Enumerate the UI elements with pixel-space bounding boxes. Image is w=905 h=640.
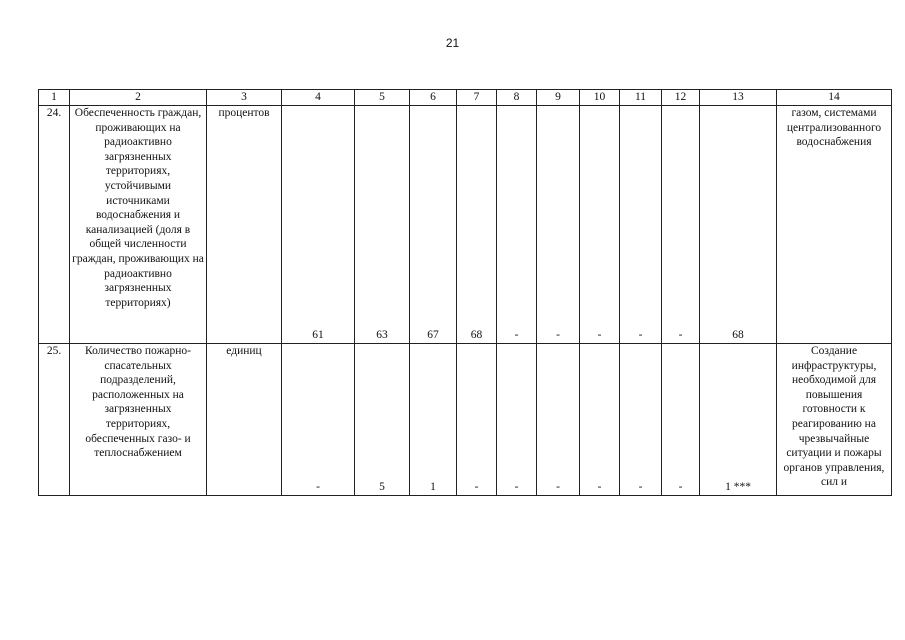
value-cell: 67 bbox=[410, 106, 457, 344]
header-cell: 11 bbox=[620, 90, 662, 106]
table-row bbox=[39, 344, 892, 496]
value-cell: 63 bbox=[355, 106, 410, 344]
table-row bbox=[39, 106, 892, 344]
value-cell: 5 bbox=[355, 344, 410, 496]
value-cell: - bbox=[497, 344, 537, 496]
header-cell: 2 bbox=[70, 90, 207, 106]
header-cell: 6 bbox=[410, 90, 457, 106]
header-cell: 7 bbox=[457, 90, 497, 106]
value-cell: 1 bbox=[410, 344, 457, 496]
header-cell: 10 bbox=[580, 90, 620, 106]
header-cell: 8 bbox=[497, 90, 537, 106]
value-cell: - bbox=[537, 106, 580, 344]
value-cell: - bbox=[620, 106, 662, 344]
value-cell: 68 bbox=[457, 106, 497, 344]
value-cell: - bbox=[662, 344, 700, 496]
value-cell: 68 bbox=[700, 106, 777, 344]
header-cell: 14 bbox=[777, 90, 892, 106]
header-cell: 5 bbox=[355, 90, 410, 106]
note-cell: Создание инфраструктуры, необходимой для повышения готовности к реагированию на чрезвычайные ситуации и пожары органов управления, сил и bbox=[777, 344, 892, 496]
value-cell: - bbox=[282, 344, 355, 496]
header-cell: 1 bbox=[39, 90, 70, 106]
unit-cell: процентов bbox=[207, 106, 282, 344]
value-cell: - bbox=[497, 106, 537, 344]
value-cell: - bbox=[580, 344, 620, 496]
row-number: 24. bbox=[39, 106, 70, 344]
value-cell: - bbox=[662, 106, 700, 344]
header-cell: 3 bbox=[207, 90, 282, 106]
value-cell: - bbox=[580, 106, 620, 344]
value-cell: 61 bbox=[282, 106, 355, 344]
page-number: 21 bbox=[445, 36, 460, 50]
header-row bbox=[39, 90, 892, 106]
indicators-table bbox=[38, 89, 892, 496]
note-cell: газом, системами централизованного водоснабжения bbox=[777, 106, 892, 344]
header-cell: 13 bbox=[700, 90, 777, 106]
value-cell: - bbox=[620, 344, 662, 496]
header-cell: 4 bbox=[282, 90, 355, 106]
unit-cell: единиц bbox=[207, 344, 282, 496]
header-cell: 9 bbox=[537, 90, 580, 106]
header-cell: 12 bbox=[662, 90, 700, 106]
value-cell: - bbox=[537, 344, 580, 496]
value-cell: 1 *** bbox=[700, 344, 777, 496]
row-number: 25. bbox=[39, 344, 70, 496]
indicator-name: Обеспеченность граждан, проживающих на радиоактивно загрязненных территориях, устойчивыми источниками водоснабжения и канализацией (доля в общей численности граждан, проживающих на радиоактивно загрязненных территориях) bbox=[70, 106, 207, 344]
value-cell: - bbox=[457, 344, 497, 496]
indicator-name: Количество пожарно-спасательных подразделений, расположенных на загрязненных территориях, обеспеченных газо- и теплоснабжением bbox=[70, 344, 207, 496]
